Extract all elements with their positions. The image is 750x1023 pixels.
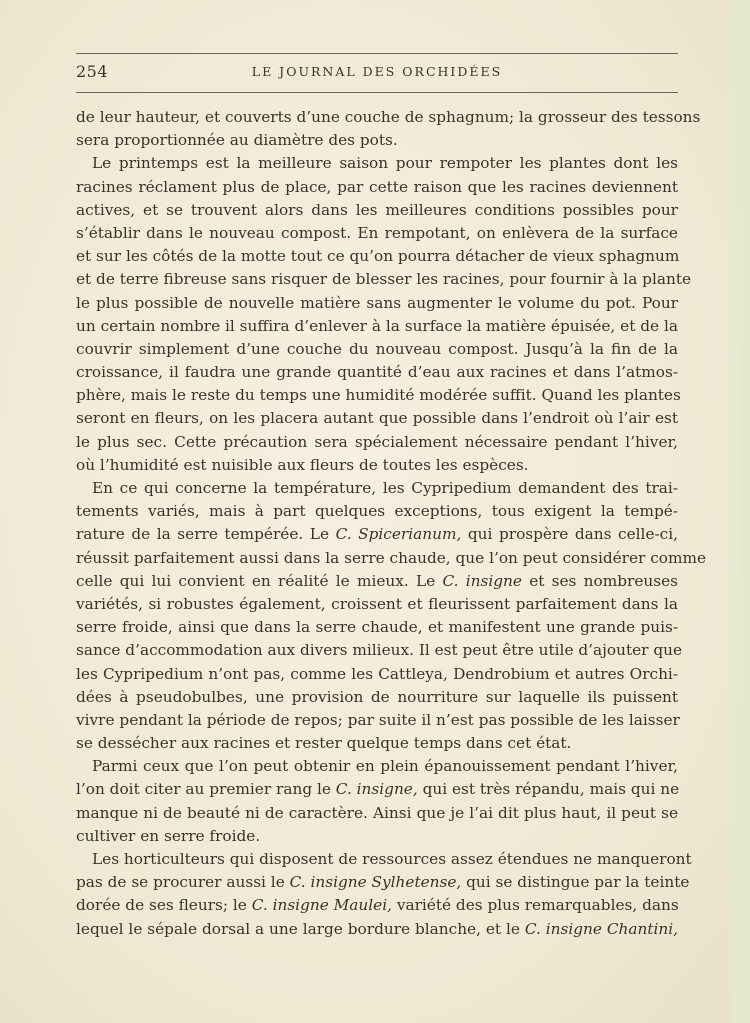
text-run: le plus sec. Cette précaution sera spécialement nécessaire pendant l’hiver, <box>76 432 678 451</box>
text-line <box>76 547 707 570</box>
text-run: pas de se procurer aussi le <box>76 873 290 892</box>
text-run: dorée de ses fleurs; le <box>76 896 252 915</box>
text-line <box>76 755 678 778</box>
text-run: qui prospère dans celle-ci, <box>461 525 678 544</box>
text-run: sera proportionnée au diamètre des pots. <box>76 131 398 150</box>
text-run: Le printemps est la meilleure saison pour rempoter les plantes dont les <box>92 154 678 173</box>
text-run: Parmi ceux que l’on peut obtenir en plein épanouissement pendant l’hiver, <box>92 757 678 776</box>
text-run: seront en fleurs, on les placera autant que possible dans l’endroit où l’air est <box>76 409 678 428</box>
text-line <box>76 106 701 129</box>
italic-species-name: C. insigne Chantini, <box>524 919 679 938</box>
page-edge-tint <box>724 0 750 1023</box>
text-run: cultiver en serre froide. <box>76 826 261 845</box>
text-line <box>76 152 678 175</box>
text-line <box>76 802 678 825</box>
text-line <box>76 663 678 686</box>
running-header <box>76 62 678 84</box>
text-run: actives, et se trouvent alors dans les meilleures conditions possibles pour <box>76 200 678 219</box>
text-run: le plus possible de nouvelle matière sans augmenter le volume du pot. Pour <box>76 293 678 312</box>
text-line <box>76 384 681 407</box>
text-line <box>76 199 678 222</box>
header-top-rule <box>76 53 678 54</box>
text-run: variété des plus remarquables, dans <box>391 896 679 915</box>
italic-species-name: C. insigne Sylhetense, <box>289 873 462 892</box>
text-run: un certain nombre il suffira d’enlever à la surface la matière épuisée, et de la <box>76 316 678 335</box>
text-run: qui se distingue par la teinte <box>461 873 690 892</box>
text-run: racines réclament plus de place, par cette raison que les racines deviennent <box>76 177 678 196</box>
text-run: se dessécher aux racines et rester quelque temps dans cet état. <box>76 734 572 753</box>
text-line <box>76 686 678 709</box>
text-line <box>76 616 678 639</box>
text-run: l’on doit citer au premier rang le <box>76 780 336 799</box>
text-run: et sur les côtés de la motte tout ce qu’on pourra détacher de vieux sphagnum <box>76 247 680 266</box>
text-line <box>76 778 678 801</box>
text-run: celle qui lui convient en réalité le mieux. Le <box>76 571 443 590</box>
text-line <box>76 407 678 430</box>
text-line <box>76 129 678 152</box>
text-line <box>76 431 678 454</box>
header-bottom-rule <box>76 92 678 93</box>
text-line <box>76 570 678 593</box>
text-line <box>76 454 678 477</box>
text-run: lequel le sépale dorsal a une large bordure blanche, et le <box>76 919 525 938</box>
text-line <box>76 523 678 546</box>
italic-species-name: C. insigne, <box>335 780 418 799</box>
text-run: les Cypripedium n’ont pas, comme les Cattleya, Dendrobium et autres Orchi- <box>76 664 678 683</box>
text-run: sance d’accommodation aux divers milieux. Il est peut être utile d’ajouter que <box>76 641 683 660</box>
text-line <box>76 361 678 384</box>
text-line <box>76 639 683 662</box>
text-line <box>76 709 678 732</box>
text-line <box>76 477 678 500</box>
italic-species-name: C. Spicerianum, <box>335 525 462 544</box>
text-line <box>76 500 678 523</box>
text-run: où l’humidité est nuisible aux fleurs de toutes les espèces. <box>76 455 529 474</box>
text-line <box>76 918 678 941</box>
text-line <box>76 871 690 894</box>
text-line <box>76 732 678 755</box>
page-number: 254 <box>76 62 109 81</box>
text-run: Les horticulteurs qui disposent de ressources assez étendues ne manqueront <box>92 850 692 868</box>
text-line <box>76 292 678 315</box>
text-line <box>76 894 678 917</box>
text-run: qui est très répandu, mais qui ne <box>417 780 680 799</box>
text-run: En ce qui concerne la température, les Cypripedium demandent des trai- <box>92 479 678 497</box>
text-run: et de terre fibreuse sans risquer de blesser les racines, pour fournir à la plante <box>76 270 692 289</box>
text-run: croissance, il faudra une grande quantité d’eau aux racines et dans l’atmos- <box>76 363 678 382</box>
text-line <box>76 315 678 338</box>
text-line <box>76 848 692 871</box>
text-run: tements variés, mais à part quelques exceptions, tous exigent la tempé- <box>76 502 678 521</box>
italic-species-name: C. insigne Maulei, <box>251 896 392 915</box>
text-run: de leur hauteur, et couverts d’une couche de sphagnum; la grosseur des tessons <box>76 108 701 126</box>
text-run: serre froide, ainsi que dans la serre chaude, et manifestent une grande puis- <box>76 618 678 637</box>
text-run: variétés, si robustes également, croissent et fleurissent parfaitement dans la <box>76 594 678 613</box>
text-run: réussit parfaitement aussi dans la serre chaude, que l’on peut considérer comme <box>76 548 707 567</box>
text-run: s’établir dans le nouveau compost. En rempotant, on enlèvera de la surface <box>76 223 678 242</box>
text-run: dées à pseudobulbes, une provision de nourriture sur laquelle ils puissent <box>76 687 678 706</box>
text-line <box>76 245 678 268</box>
text-run: couvrir simplement d’une couche du nouveau compost. Jusqu’à la fin de la <box>76 339 678 358</box>
text-run: manque ni de beauté ni de caractère. Ainsi que je l’ai dit plus haut, il peut se <box>76 803 678 822</box>
body-text <box>76 106 707 941</box>
text-line <box>76 268 692 291</box>
text-line <box>76 176 678 199</box>
text-run: rature de la serre tempérée. Le <box>76 525 336 544</box>
text-run: et ses nombreuses <box>521 571 678 590</box>
text-run: phère, mais le reste du temps une humidité modérée suffit. Quand les plantes <box>76 386 681 405</box>
text-line <box>76 825 678 848</box>
italic-species-name: C. insigne <box>442 571 522 590</box>
running-title: LE JOURNAL DES ORCHIDÉES <box>251 64 503 79</box>
text-run: vivre pendant la période de repos; par suite il n’est pas possible de les laisser <box>76 710 680 729</box>
text-line <box>76 338 678 361</box>
text-line <box>76 593 678 616</box>
text-line <box>76 222 678 245</box>
